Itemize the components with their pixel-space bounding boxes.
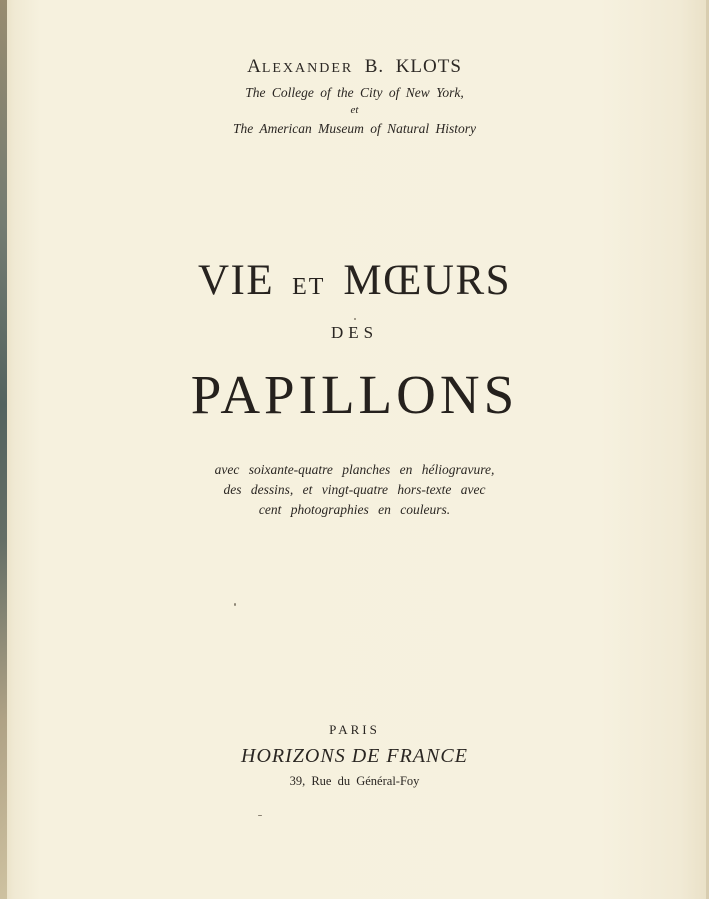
imprint-publisher: HORIZONS DE FRANCE [241,745,468,767]
affiliation-conjunction: et [350,104,359,116]
author-first-rest: LEXANDER [261,61,354,76]
description-line-2: des dessins, et vingt-quatre hors-texte avec [223,482,486,497]
book-description [0,460,709,520]
paper-speck [354,318,356,320]
author-middle-initial: B. [364,56,385,77]
paper-speck [258,815,262,816]
title-moeurs: MŒURS [343,257,512,304]
imprint-city: PARIS [329,722,380,737]
affiliation-1: The College of the City of New York, [245,85,464,100]
title-papillons: PAPILLONS [190,364,519,425]
description-line-3: cent photographies en couleurs. [258,502,451,517]
imprint-address: 39, Rue du Général-Foy [289,774,420,788]
title-line-1 [0,256,709,305]
description-line-1: avec soixante-quatre planches en héliogravure, [214,462,495,477]
title-des: DES [330,323,379,342]
author-last-name: KLOTS [395,56,462,77]
title-vie: VIE [197,257,275,304]
author-name [0,56,709,78]
paper-speck [234,603,236,606]
title-et: ET [292,274,326,300]
affiliation-2: The American Museum of Natural History [232,121,477,136]
author-first-initial: A [247,56,262,77]
